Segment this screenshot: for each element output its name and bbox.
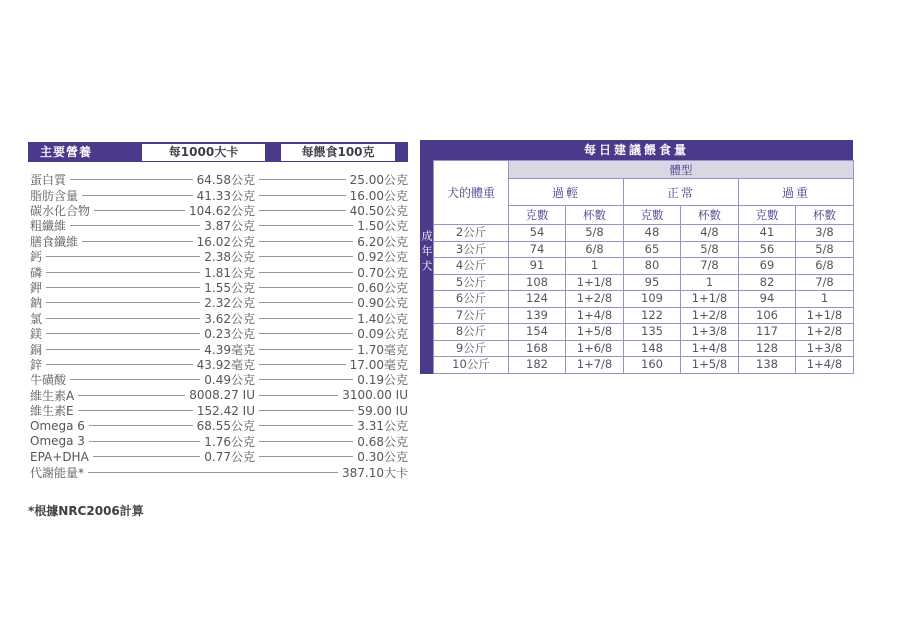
- feeding-value-cell: 54: [509, 225, 566, 242]
- value-per-100g: 1.50公克: [357, 219, 408, 234]
- dog-weight-cell: 4公斤: [434, 258, 509, 275]
- leader-line: [70, 379, 200, 380]
- feeding-value-cell: 117: [739, 324, 796, 341]
- value-per-1000kcal: 1.55公克: [204, 280, 255, 295]
- feeding-value-cell: 1+4/8: [796, 357, 854, 374]
- leader-line: [259, 302, 353, 303]
- dog-weight-cell: 2公斤: [434, 225, 509, 242]
- feeding-value-cell: 182: [509, 357, 566, 374]
- nutrition-row: [28, 418, 408, 433]
- feeding-value-cell: 1+3/8: [681, 324, 739, 341]
- value-per-100g: 3100.00 IU: [342, 388, 408, 403]
- value-per-100g: 0.92公克: [357, 250, 408, 265]
- feeding-value-cell: 122: [624, 307, 681, 324]
- nutrition-row: [28, 311, 408, 326]
- leader-line: [259, 364, 346, 365]
- nutrient-label: 磷: [30, 265, 43, 280]
- header-cups-normal: 杯數: [681, 206, 739, 225]
- nutrition-row: [28, 249, 408, 264]
- leader-line: [70, 179, 193, 180]
- nutrient-label: 牛磺酸: [30, 373, 67, 388]
- dog-weight-cell: 9公斤: [434, 340, 509, 357]
- value-per-100g: 1.40公克: [357, 311, 408, 326]
- feeding-value-cell: 1+1/8: [566, 274, 624, 291]
- leader-line: [259, 379, 353, 380]
- nutrient-label: 維生素A: [30, 388, 75, 403]
- value-per-100g: 0.09公克: [357, 327, 408, 342]
- header-body-type: 體型: [509, 161, 854, 179]
- value-per-100g: 0.70公克: [357, 265, 408, 280]
- value-per-100g: 0.90公克: [357, 296, 408, 311]
- header-normal: 正常: [624, 179, 739, 206]
- feeding-value-cell: 7/8: [796, 274, 854, 291]
- value-per-1000kcal: 16.02公克: [196, 234, 255, 249]
- leader-line: [46, 364, 193, 365]
- leader-line: [259, 179, 346, 180]
- feeding-row: [434, 225, 854, 242]
- feeding-value-cell: 168: [509, 340, 566, 357]
- header-overweight: 過重: [739, 179, 854, 206]
- dog-weight-cell: 7公斤: [434, 307, 509, 324]
- header-dog-weight: 犬的體重: [434, 161, 509, 225]
- value-per-1000kcal: 0.77公克: [204, 450, 255, 465]
- feeding-value-cell: 91: [509, 258, 566, 275]
- leader-line: [89, 425, 193, 426]
- nutrient-label: 鉀: [30, 280, 43, 295]
- nutrient-label: 代謝能量*: [30, 465, 85, 480]
- header-cups-overweight: 杯數: [796, 206, 854, 225]
- value-per-1000kcal: 43.92毫克: [196, 357, 255, 372]
- nutrient-label: 脂肪含量: [30, 188, 79, 203]
- leader-line: [70, 225, 200, 226]
- nutrient-label: Omega 3: [30, 434, 85, 449]
- feeding-value-cell: 138: [739, 357, 796, 374]
- value-per-100g: 3.31公克: [357, 419, 408, 434]
- nutrition-row: [28, 434, 408, 449]
- value-per-1000kcal: 8008.27 IU: [189, 388, 255, 403]
- value-per-1000kcal: 3.62公克: [204, 311, 255, 326]
- feeding-row: [434, 340, 854, 357]
- feeding-row: [434, 258, 854, 275]
- value-per-1000kcal: 2.32公克: [204, 296, 255, 311]
- nutrient-label: 碳水化合物: [30, 203, 91, 218]
- nutrition-row: [28, 464, 408, 479]
- value-per-1000kcal: 104.62公克: [189, 203, 255, 218]
- feeding-value-cell: 6/8: [566, 241, 624, 258]
- leader-line: [78, 410, 193, 411]
- leader-line: [259, 410, 354, 411]
- feeding-value-cell: 1+1/8: [796, 307, 854, 324]
- feeding-value-cell: 5/8: [681, 241, 739, 258]
- dog-weight-cell: 3公斤: [434, 241, 509, 258]
- nutrition-row: [28, 203, 408, 218]
- dog-weight-cell: 5公斤: [434, 274, 509, 291]
- feeding-value-cell: 41: [739, 225, 796, 242]
- feeding-value-cell: 1+2/8: [796, 324, 854, 341]
- header-grams-overweight: 克數: [739, 206, 796, 225]
- value-per-100g: 6.20公克: [357, 234, 408, 249]
- feeding-table: [433, 160, 854, 374]
- value-per-1000kcal: 1.76公克: [204, 434, 255, 449]
- feeding-value-cell: 82: [739, 274, 796, 291]
- leader-line: [46, 349, 200, 350]
- column-per-100g: 每餵食100克: [281, 144, 395, 161]
- leader-line: [88, 472, 338, 473]
- nutrition-row: [28, 341, 408, 356]
- adult-dog-side-label: 成年犬: [420, 160, 433, 374]
- feeding-value-cell: 154: [509, 324, 566, 341]
- nutrient-label: 膳食纖維: [30, 234, 79, 249]
- feeding-value-cell: 1: [681, 274, 739, 291]
- value-per-1000kcal: 0.49公克: [204, 373, 255, 388]
- nutrition-row: [28, 280, 408, 295]
- leader-line: [46, 333, 200, 334]
- feeding-value-cell: 1+3/8: [796, 340, 854, 357]
- leader-line: [259, 425, 353, 426]
- leader-line: [259, 349, 353, 350]
- value-per-1000kcal: 2.38公克: [204, 250, 255, 265]
- dog-weight-cell: 6公斤: [434, 291, 509, 308]
- leader-line: [259, 210, 346, 211]
- value-per-1000kcal: 0.23公克: [204, 327, 255, 342]
- value-per-100g: 0.30公克: [357, 450, 408, 465]
- nutrition-row: [28, 264, 408, 279]
- leader-line: [93, 456, 200, 457]
- nutrient-label: Omega 6: [30, 418, 85, 433]
- value-per-100g: 1.70毫克: [357, 342, 408, 357]
- feeding-value-cell: 109: [624, 291, 681, 308]
- feeding-value-cell: 1+1/8: [681, 291, 739, 308]
- nutrient-label: 銅: [30, 342, 43, 357]
- value-per-100g: 40.50公克: [349, 203, 408, 218]
- leader-line: [46, 256, 200, 257]
- nutrition-row: [28, 403, 408, 418]
- leader-line: [259, 333, 353, 334]
- feeding-value-cell: 48: [624, 225, 681, 242]
- nutrient-label: 鎂: [30, 327, 43, 342]
- nutrition-panel: [28, 142, 408, 519]
- feeding-value-cell: 4/8: [681, 225, 739, 242]
- feeding-value-cell: 1+7/8: [566, 357, 624, 374]
- leader-line: [259, 456, 353, 457]
- nutrient-label: 鋅: [30, 357, 43, 372]
- header-grams-normal: 克數: [624, 206, 681, 225]
- feeding-value-cell: 1+2/8: [566, 291, 624, 308]
- nutrition-header-bar: [28, 142, 408, 162]
- dog-weight-cell: 8公斤: [434, 324, 509, 341]
- leader-line: [259, 195, 346, 196]
- value-per-1000kcal: 1.81公克: [204, 265, 255, 280]
- feeding-value-cell: 6/8: [796, 258, 854, 275]
- value-per-1000kcal: 64.58公克: [196, 173, 255, 188]
- feeding-row: [434, 357, 854, 374]
- nutrient-label: 粗纖維: [30, 219, 67, 234]
- leader-line: [259, 241, 353, 242]
- nutrient-label: 蛋白質: [30, 173, 67, 188]
- nutrition-row: [28, 449, 408, 464]
- feeding-value-cell: 139: [509, 307, 566, 324]
- leader-line: [259, 395, 338, 396]
- value-per-100g: 387.10大卡: [342, 465, 408, 480]
- feeding-value-cell: 1+4/8: [681, 340, 739, 357]
- value-per-100g: 17.00毫克: [349, 357, 408, 372]
- feeding-value-cell: 106: [739, 307, 796, 324]
- leader-line: [82, 241, 193, 242]
- feeding-value-cell: 65: [624, 241, 681, 258]
- feeding-panel: [420, 140, 853, 374]
- nutrition-row: [28, 218, 408, 233]
- feeding-row: [434, 307, 854, 324]
- feeding-value-cell: 124: [509, 291, 566, 308]
- feeding-value-cell: 3/8: [796, 225, 854, 242]
- leader-line: [78, 395, 185, 396]
- nutrient-label: 氯: [30, 311, 43, 326]
- feeding-row: [434, 274, 854, 291]
- feeding-value-cell: 5/8: [796, 241, 854, 258]
- header-grams-underweight: 克數: [509, 206, 566, 225]
- dog-weight-cell: 10公斤: [434, 357, 509, 374]
- leader-line: [259, 318, 353, 319]
- feeding-value-cell: 1: [796, 291, 854, 308]
- feeding-value-cell: 160: [624, 357, 681, 374]
- nutrition-row: [28, 387, 408, 402]
- value-per-1000kcal: 152.42 IU: [196, 403, 255, 418]
- nutrition-row: [28, 357, 408, 372]
- feeding-value-cell: 95: [624, 274, 681, 291]
- value-per-100g: 16.00公克: [349, 188, 408, 203]
- leader-line: [259, 256, 353, 257]
- nutrition-row: [28, 234, 408, 249]
- nutrition-rows: [28, 172, 408, 480]
- leader-line: [46, 318, 200, 319]
- feeding-row: [434, 291, 854, 308]
- leader-line: [259, 441, 353, 442]
- value-per-100g: 0.19公克: [357, 373, 408, 388]
- value-per-1000kcal: 68.55公克: [196, 419, 255, 434]
- nutrient-label: EPA+DHA: [30, 449, 89, 464]
- feeding-value-cell: 80: [624, 258, 681, 275]
- feeding-value-cell: 135: [624, 324, 681, 341]
- leader-line: [259, 287, 353, 288]
- value-per-1000kcal: 41.33公克: [196, 188, 255, 203]
- feeding-value-cell: 1+2/8: [681, 307, 739, 324]
- leader-line: [46, 287, 200, 288]
- feeding-value-cell: 128: [739, 340, 796, 357]
- leader-line: [259, 225, 353, 226]
- value-per-100g: 59.00 IU: [357, 403, 408, 418]
- feeding-value-cell: 1+6/8: [566, 340, 624, 357]
- feeding-value-cell: 56: [739, 241, 796, 258]
- value-per-100g: 0.60公克: [357, 280, 408, 295]
- value-per-100g: 0.68公克: [357, 434, 408, 449]
- feeding-value-cell: 7/8: [681, 258, 739, 275]
- value-per-1000kcal: 4.39毫克: [204, 342, 255, 357]
- nutrition-row: [28, 172, 408, 187]
- nutrition-row: [28, 187, 408, 202]
- feeding-title: 每日建議餵食量: [420, 140, 853, 160]
- feeding-value-cell: 1+5/8: [681, 357, 739, 374]
- column-per-1000kcal: 每1000大卡: [142, 144, 265, 161]
- feeding-value-cell: 1+4/8: [566, 307, 624, 324]
- feeding-value-cell: 148: [624, 340, 681, 357]
- value-per-1000kcal: 3.87公克: [204, 219, 255, 234]
- nutrition-title: 主要營養: [40, 145, 93, 159]
- leader-line: [89, 441, 200, 442]
- feeding-value-cell: 94: [739, 291, 796, 308]
- feeding-row: [434, 241, 854, 258]
- leader-line: [259, 272, 353, 273]
- feeding-value-cell: 74: [509, 241, 566, 258]
- feeding-value-cell: 69: [739, 258, 796, 275]
- feeding-body: [420, 160, 853, 374]
- nutrient-label: 鈣: [30, 250, 43, 265]
- nutrition-row: [28, 326, 408, 341]
- nutrition-footnote: *根據NRC2006計算: [28, 503, 144, 518]
- leader-line: [82, 195, 193, 196]
- nutrient-label: 鈉: [30, 296, 43, 311]
- header-underweight: 過輕: [509, 179, 624, 206]
- leader-line: [94, 210, 185, 211]
- value-per-100g: 25.00公克: [349, 173, 408, 188]
- feeding-value-cell: 1+5/8: [566, 324, 624, 341]
- leader-line: [46, 302, 200, 303]
- nutrient-label: 維生素E: [30, 404, 74, 419]
- leader-line: [46, 272, 200, 273]
- feeding-value-cell: 1: [566, 258, 624, 275]
- feeding-value-cell: 108: [509, 274, 566, 291]
- header-cups-underweight: 杯數: [566, 206, 624, 225]
- feeding-value-cell: 5/8: [566, 225, 624, 242]
- feeding-row: [434, 324, 854, 341]
- nutrition-row: [28, 295, 408, 310]
- nutrition-row: [28, 372, 408, 387]
